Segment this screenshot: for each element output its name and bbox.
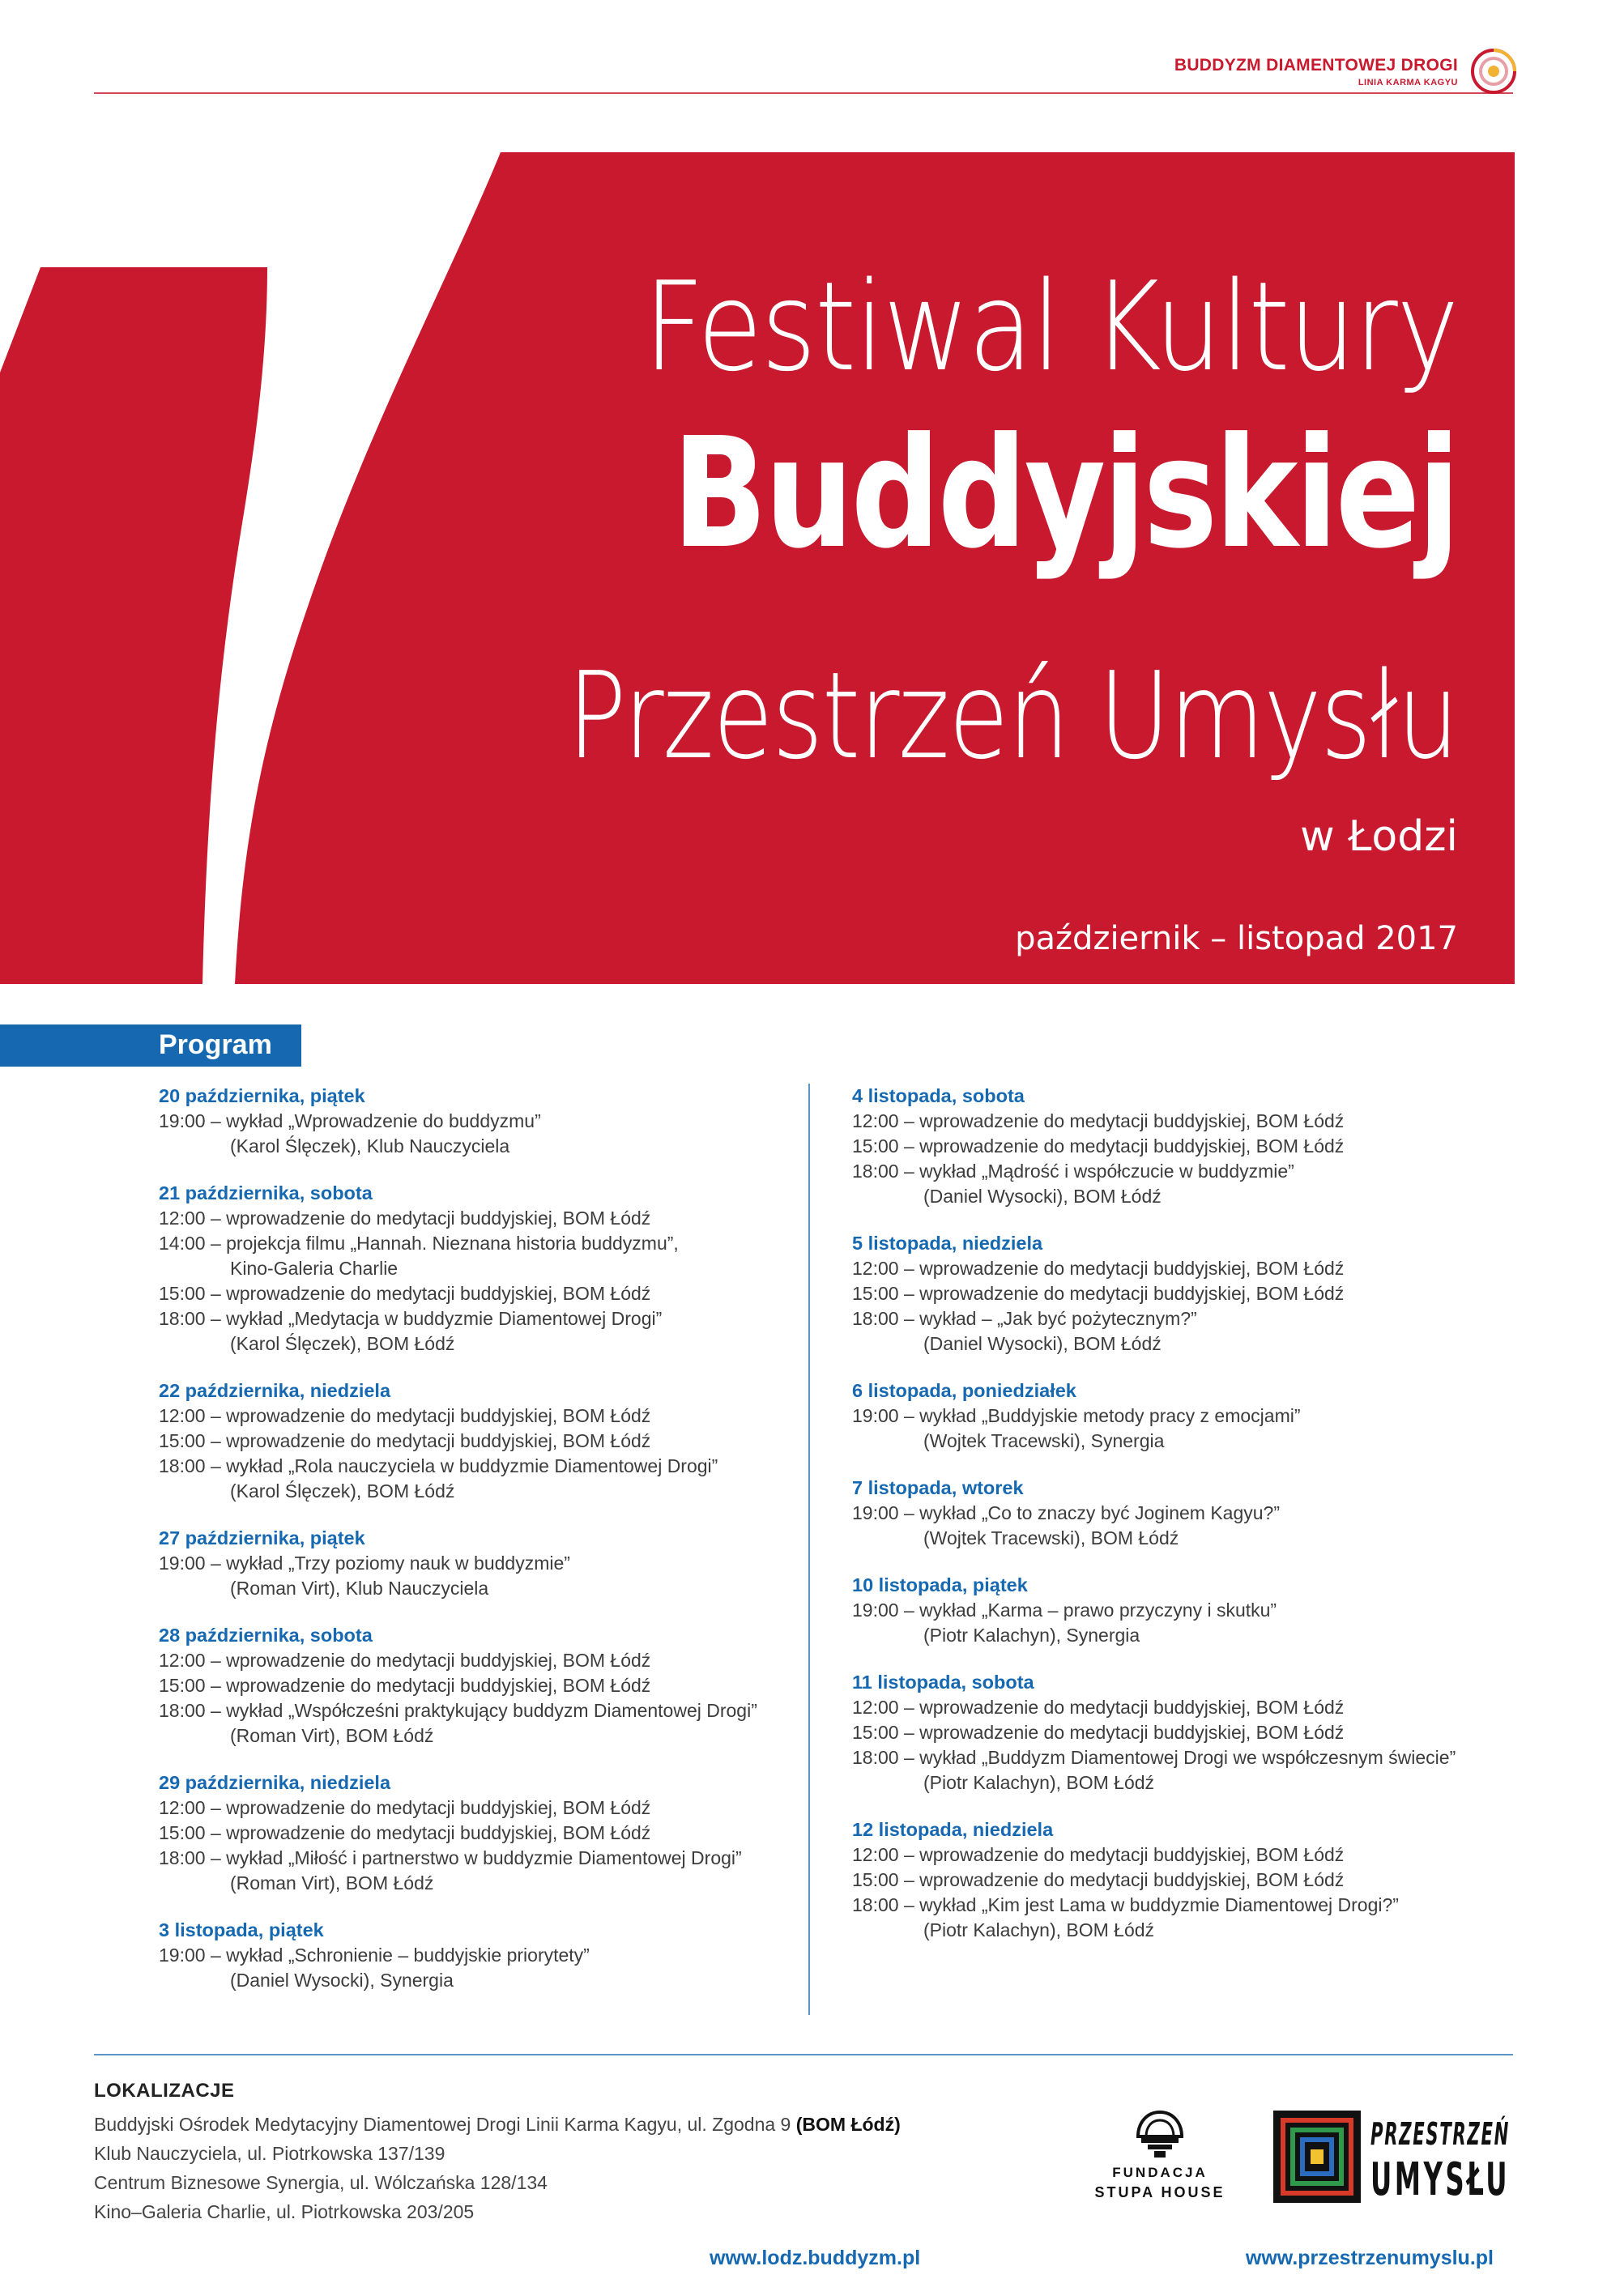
schedule-event: 15:00 – wprowadzenie do medytacji buddyjskiej, BOM Łódź <box>159 1283 651 1304</box>
schedule-day-title: 20 października, piątek <box>159 1085 365 1106</box>
schedule-event: 18:00 – wykład „Medytacja w buddyzmie Diamentowej Drogi” <box>159 1308 663 1329</box>
schedule-day-title: 12 listopada, niedziela <box>852 1819 1054 1840</box>
schedule-day <box>159 1526 807 1601</box>
schedule-day-title: 5 listopada, niedziela <box>852 1233 1043 1254</box>
schedule-day <box>159 1378 807 1504</box>
schedule-day-title: 3 listopada, piątek <box>159 1919 324 1940</box>
schedule-event: 12:00 – wprowadzenie do medytacji buddyjskiej, BOM Łódź <box>159 1650 651 1671</box>
schedule-event-details: (Piotr Kalachyn), Synergia <box>923 1625 1140 1646</box>
schedule-day <box>159 1770 807 1896</box>
schedule-event: 18:00 – wykład – „Jak być pożytecznym?” <box>852 1308 1197 1329</box>
schedule-day <box>159 1623 807 1749</box>
schedule-event: 15:00 – wprowadzenie do medytacji buddyjskiej, BOM Łódź <box>159 1675 651 1696</box>
schedule-event: 19:00 – wykład „Wprowadzenie do buddyzmu” <box>159 1110 541 1131</box>
schedule-event: 15:00 – wprowadzenie do medytacji buddyjskiej, BOM Łódź <box>852 1869 1345 1890</box>
locations-title: LOKALIZACJE <box>94 2080 235 2102</box>
pu-line1: PRZESTRZEŃ <box>1370 2116 1510 2152</box>
banner-title-line3: Przestrzeń Umysłu <box>567 646 1458 786</box>
schedule-event-details: (Roman Virt), Klub Nauczyciela <box>230 1578 489 1599</box>
schedule-event-details: (Daniel Wysocki), BOM Łódź <box>923 1333 1162 1354</box>
schedule-event-details: (Karol Ślęczek), BOM Łódź <box>230 1333 455 1354</box>
location-line <box>94 2114 901 2136</box>
schedule-day-title: 22 października, niedziela <box>159 1380 391 1401</box>
schedule-day <box>159 1918 807 1993</box>
schedule-day <box>159 1084 807 1159</box>
brand-name: BUDDYZM DIAMENTOWEJ DROGI <box>1174 55 1458 75</box>
schedule-event: 12:00 – wprowadzenie do medytacji buddyjskiej, BOM Łódź <box>159 1797 651 1818</box>
schedule-event: 19:00 – wykład „Karma – prawo przyczyny i skutku” <box>852 1600 1277 1621</box>
schedule-day-title: 4 listopada, sobota <box>852 1085 1025 1106</box>
location-bom-address: Buddyjski Ośrodek Medytacyjny Diamentowej Drogi Linii Karma Kagyu, ul. Zgodna 9 <box>94 2114 791 2135</box>
schedule-day-title: 21 października, sobota <box>159 1182 373 1203</box>
pu-line2: UMYSŁU <box>1370 2153 1510 2206</box>
schedule-column-right <box>852 1084 1500 1965</box>
schedule-event: 12:00 – wprowadzenie do medytacji buddyjskiej, BOM Łódź <box>159 1208 651 1229</box>
schedule-event-details: (Daniel Wysocki), BOM Łódź <box>923 1186 1162 1207</box>
schedule-event: 19:00 – wykład „Trzy poziomy nauk w buddyzmie” <box>159 1553 570 1574</box>
banner-title-line2: Buddyjskiej <box>672 405 1458 582</box>
location-line: Klub Nauczyciela, ul. Piotrkowska 137/139 <box>94 2143 445 2164</box>
przestrzen-umyslu-logo <box>1272 2104 1515 2209</box>
banner-title-line1: Festiwal Kultury <box>643 255 1458 398</box>
schedule-day <box>852 1573 1500 1648</box>
schedule-day <box>852 1476 1500 1551</box>
schedule-event: 18:00 – wykład „Miłość i partnerstwo w buddyzmie Diamentowej Drogi” <box>159 1847 742 1868</box>
schedule-event-details: (Roman Virt), BOM Łódź <box>230 1725 434 1746</box>
location-line: Centrum Biznesowe Synergia, ul. Wólczańska 128/134 <box>94 2172 548 2193</box>
schedule-day-title: 29 października, niedziela <box>159 1772 391 1793</box>
location-bom-short: (BOM Łódź) <box>795 2114 901 2135</box>
schedule-event: 12:00 – wprowadzenie do medytacji buddyjskiej, BOM Łódź <box>852 1697 1345 1718</box>
schedule-event-details: (Karol Ślęczek), Klub Nauczyciela <box>230 1135 510 1157</box>
schedule-event: 15:00 – wprowadzenie do medytacji buddyjskiej, BOM Łódź <box>852 1135 1345 1157</box>
schedule-day <box>852 1084 1500 1209</box>
schedule-event: 12:00 – wprowadzenie do medytacji buddyjskiej, BOM Łódź <box>159 1405 651 1426</box>
schedule-event: 18:00 – wykład „Rola nauczyciela w buddyzmie Diamentowej Drogi” <box>159 1455 718 1476</box>
schedule-day-title: 27 października, piątek <box>159 1527 365 1548</box>
column-divider <box>808 1084 810 2015</box>
schedule-event: 18:00 – wykład „Współcześni praktykujący buddyzm Diamentowej Drogi” <box>159 1700 757 1721</box>
banner-title-line4: w Łodzi <box>1300 812 1458 861</box>
schedule-event: 19:00 – wykład „Schronienie – buddyjskie priorytety” <box>159 1945 590 1966</box>
schedule-day-title: 10 listopada, piątek <box>852 1574 1028 1595</box>
schedule-event-details: (Piotr Kalachyn), BOM Łódź <box>923 1772 1155 1793</box>
festival-dates: październik – listopad 2017 <box>1015 920 1458 957</box>
schedule-event: 14:00 – projekcja filmu „Hannah. Nieznana historia buddyzmu”, <box>159 1233 679 1254</box>
schedule-day-title: 7 listopada, wtorek <box>852 1477 1024 1498</box>
schedule-event: 15:00 – wprowadzenie do medytacji buddyjskiej, BOM Łódź <box>159 1822 651 1843</box>
website-link-przestrzen[interactable]: www.przestrzenumyslu.pl <box>1245 2247 1494 2269</box>
website-link-lodz[interactable]: www.lodz.buddyzm.pl <box>710 2247 921 2269</box>
schedule-day <box>852 1378 1500 1454</box>
stupa-icon <box>1132 2109 1188 2161</box>
footer-divider <box>94 2054 1513 2055</box>
program-label: Program <box>159 1029 272 1060</box>
schedule-column-left <box>159 1084 807 2015</box>
schedule-event: 12:00 – wprowadzenie do medytacji buddyjskiej, BOM Łódź <box>852 1110 1345 1131</box>
schedule-day-title: 28 października, sobota <box>159 1625 373 1646</box>
schedule-event-details: (Roman Virt), BOM Łódź <box>230 1872 434 1893</box>
schedule-event: 12:00 – wprowadzenie do medytacji buddyjskiej, BOM Łódź <box>852 1844 1345 1865</box>
schedule-day <box>852 1817 1500 1943</box>
schedule-event: 12:00 – wprowadzenie do medytacji buddyjskiej, BOM Łódź <box>852 1258 1345 1279</box>
schedule-event: 15:00 – wprowadzenie do medytacji buddyjskiej, BOM Łódź <box>852 1283 1345 1304</box>
schedule-day <box>159 1181 807 1357</box>
schedule-event: 18:00 – wykład „Buddyzm Diamentowej Drogi we współczesnym świecie” <box>852 1747 1456 1768</box>
schedule-day-title: 6 listopada, poniedziałek <box>852 1380 1076 1401</box>
schedule-day <box>852 1231 1500 1357</box>
schedule-event-details: (Daniel Wysocki), Synergia <box>230 1970 454 1991</box>
schedule-day-title: 11 listopada, sobota <box>852 1672 1034 1693</box>
schedule-event: 18:00 – wykład „Mądrość i współczucie w buddyzmie” <box>852 1161 1294 1182</box>
stupa-house-logo <box>1071 2109 1249 2206</box>
schedule-event-details: (Wojtek Tracewski), Synergia <box>923 1430 1165 1451</box>
schedule-event: 18:00 – wykład „Kim jest Lama w buddyzmie Diamentowej Drogi?” <box>852 1894 1399 1915</box>
schedule-event: 19:00 – wykład „Buddyjskie metody pracy z emocjami” <box>852 1405 1301 1426</box>
location-line: Kino–Galeria Charlie, ul. Piotrkowska 203/205 <box>94 2201 475 2222</box>
schedule-event: 19:00 – wykład „Co to znaczy być Joginem Kagyu?” <box>852 1502 1280 1523</box>
schedule-event-details: (Piotr Kalachyn), BOM Łódź <box>923 1919 1155 1940</box>
schedule-event: 15:00 – wprowadzenie do medytacji buddyjskiej, BOM Łódź <box>159 1430 651 1451</box>
schedule-event: 15:00 – wprowadzenie do medytacji buddyjskiej, BOM Łódź <box>852 1722 1345 1743</box>
schedule-event-details: Kino-Galeria Charlie <box>230 1258 399 1279</box>
schedule-event-details: (Karol Ślęczek), BOM Łódź <box>230 1480 455 1502</box>
stupa-line1: FUNDACJA <box>1112 2165 1208 2180</box>
schedule-day <box>852 1670 1500 1795</box>
schedule-event-details: (Wojtek Tracewski), BOM Łódź <box>923 1527 1179 1548</box>
stupa-line2: STUPA HOUSE <box>1094 2184 1225 2200</box>
brand-subtitle: LINIA KARMA KAGYU <box>1358 77 1458 87</box>
